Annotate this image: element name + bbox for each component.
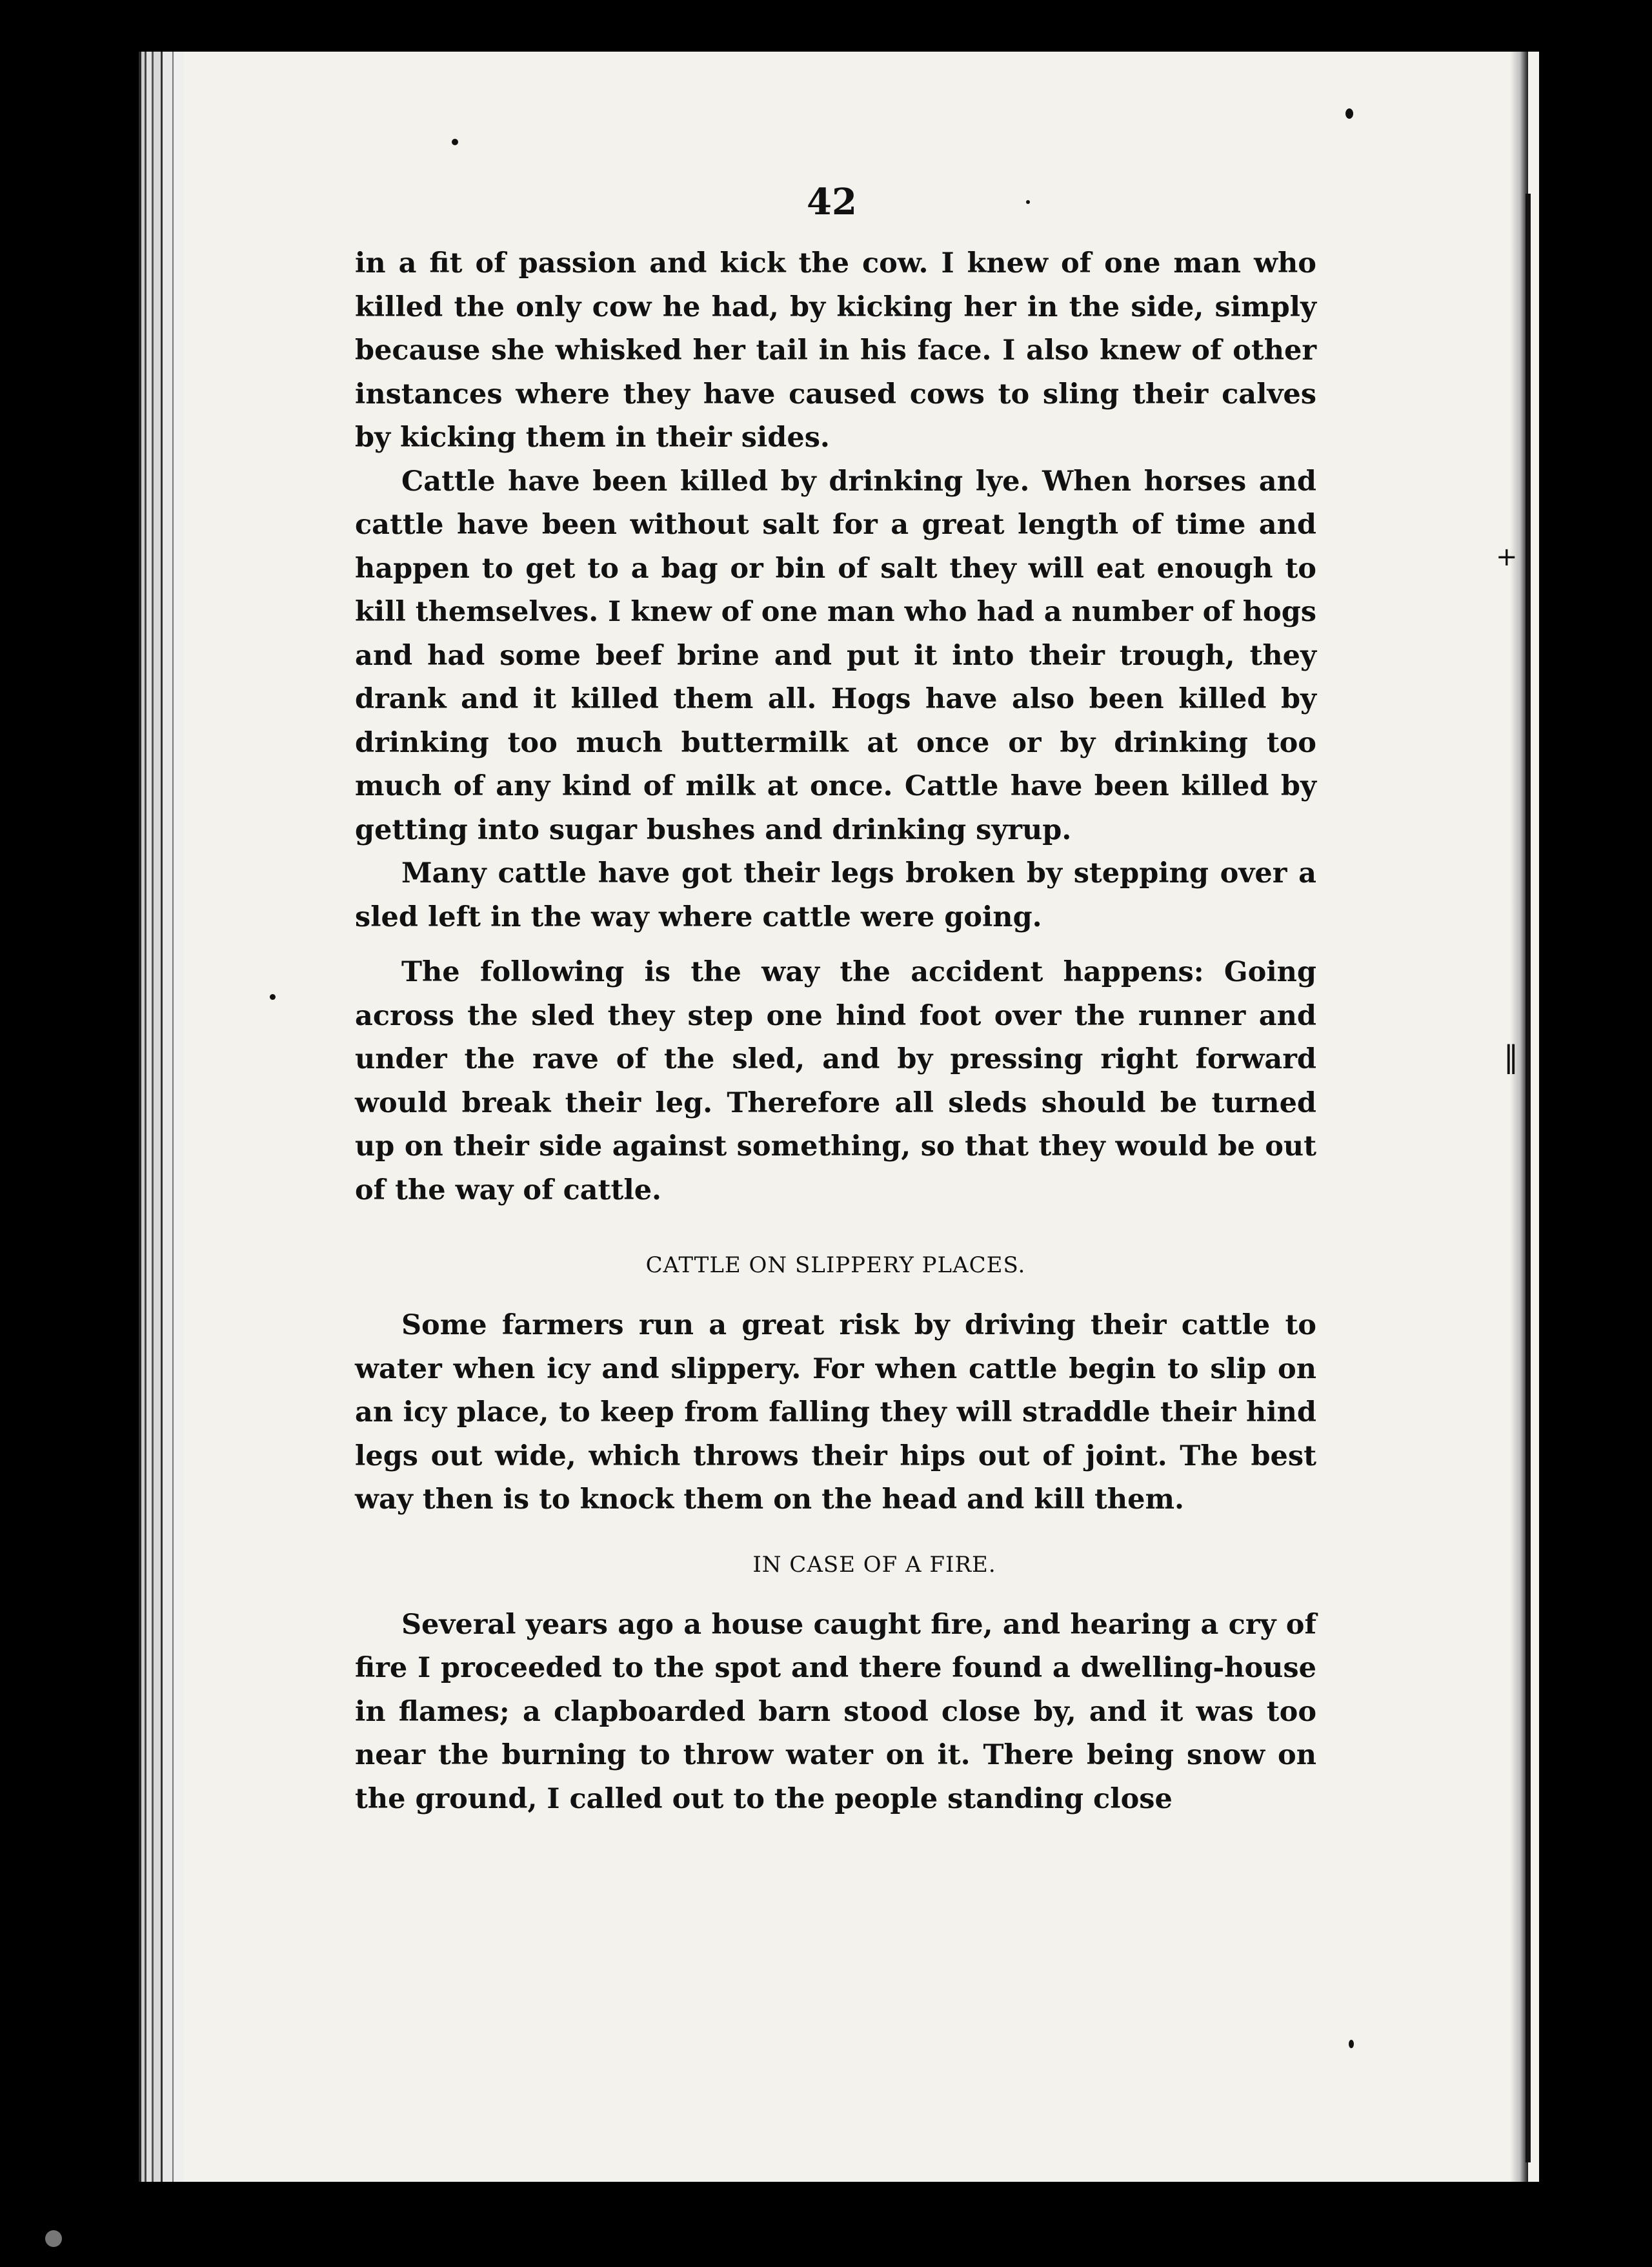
ink-speck <box>452 139 458 145</box>
section-heading-fire: IN CASE OF A FIRE. <box>752 1551 996 1578</box>
ink-speck <box>1349 2040 1354 2048</box>
page-binding-edge <box>139 52 184 2182</box>
ink-speck <box>1026 200 1030 204</box>
margin-tick-mark: + <box>1496 542 1518 572</box>
ink-speck <box>270 994 276 1000</box>
paragraph: Many cattle have got their legs broken by stepping over a sled left in the way where cattle were going. <box>355 857 1316 933</box>
paragraph: Several years ago a house caught fire, and hearing a cry of fire I proceeded to the spot and there found a dwelling-house in flames; a clapboarded barn stood close by, and it was too near the burning to throw water on it. There being snow on the ground, I called out to the people standing close <box>355 1608 1316 1815</box>
paragraph: in a fit of passion and kick the cow. I knew of one man who killed the only cow he had, by kicking her in the side, simply because she whisked her tail in his face. I also knew of other instances where they have caused cows to sling their calves by kicking them in their sides. <box>355 247 1316 454</box>
ink-speck <box>45 2230 62 2247</box>
paragraph: The following is the way the accident happens: Going across the sled they step one hind foot over the runner and under the rave of the sled, and by pressing right forward would break their leg. Therefore all sleds should be turned up on their side against something, so that they would be out of the way of cattle. <box>355 956 1316 1206</box>
page-number: 42 <box>807 181 857 223</box>
page-body <box>355 242 1316 1821</box>
page-right-rule <box>1526 194 1531 2162</box>
margin-tick-mark: ‖ <box>1504 1039 1518 1074</box>
section-heading-slippery: CATTLE ON SLIPPERY PLACES. <box>645 1252 1026 1278</box>
paragraph: Some farmers run a great risk by driving their cattle to water when icy and slippery. For when cattle begin to slip on an icy place, to keep from falling they will straddle their hind legs out wide, which throws their hips out of joint. The best way then is to knock them on the head and kill them. <box>355 1309 1316 1516</box>
paragraph: Cattle have been killed by drinking lye. When horses and cattle have been without salt for a great length of time and happen to get to a bag or bin of salt they will eat enough to kill themselves. I knew of one man who had a number of hogs and had some beef brine and put it into their trough, they drank and it killed them all. Hogs have also been killed by drinking too much buttermilk at once or by drinking too much of any kind of milk at once. Cattle have been killed by getting into sugar bushes and drinking syrup. <box>355 465 1317 846</box>
ink-speck <box>1345 108 1353 119</box>
